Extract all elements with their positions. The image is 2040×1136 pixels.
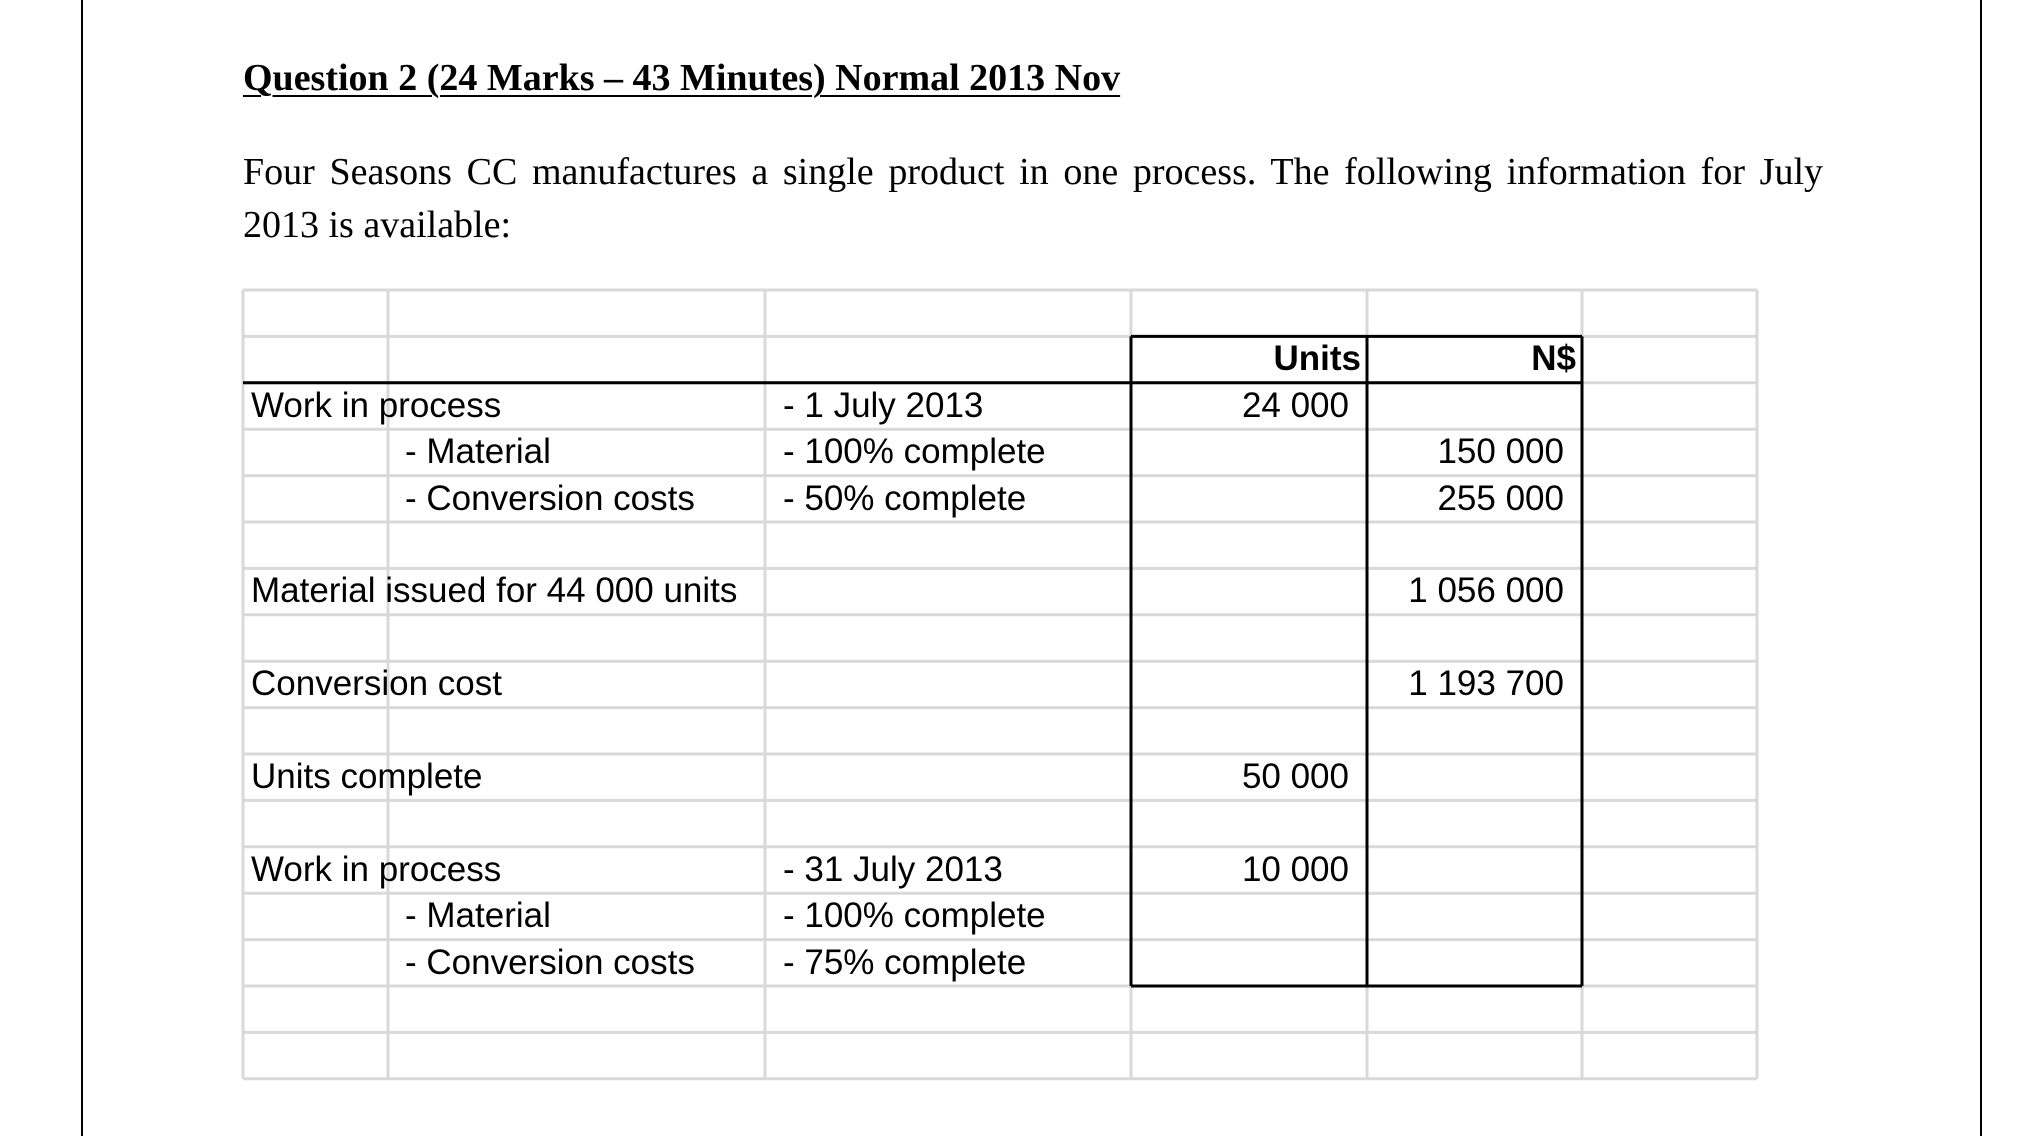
row-label: Work in process xyxy=(251,849,502,889)
row-label: Units complete xyxy=(251,757,483,796)
row-detail: - 75% complete xyxy=(783,942,1027,982)
row-units: 10 000 xyxy=(1241,849,1349,889)
question-heading: Question 2 (24 Marks – 43 Minutes) Normal 2013 Nov xyxy=(243,57,1121,99)
row-detail: - 31 July 2013 xyxy=(783,849,1003,889)
row-sublabel: - Material xyxy=(405,432,551,472)
row-amount: 1 193 700 xyxy=(1408,664,1564,704)
question-intro: Four Seasons CC manufactures a single product in one process. The following information for July 2013 is available: xyxy=(243,151,1823,246)
row-amount: 255 000 xyxy=(1437,478,1564,518)
units-header: Units xyxy=(1273,339,1361,379)
row-detail: - 100% complete xyxy=(783,896,1046,936)
row-detail: - 1 July 2013 xyxy=(783,385,984,425)
row-units: 24 000 xyxy=(1241,385,1349,425)
row-detail: - 50% complete xyxy=(783,478,1027,518)
row-units: 50 000 xyxy=(1241,757,1349,796)
amount-header: N$ xyxy=(1531,339,1576,379)
row-label: Conversion cost xyxy=(251,664,502,704)
row-detail: - 100% complete xyxy=(783,432,1046,472)
row-amount: 150 000 xyxy=(1437,432,1564,472)
row-sublabel: - Conversion costs xyxy=(405,942,695,982)
row-label: Material issued for 44 000 units xyxy=(251,571,738,611)
row-sublabel: - Material xyxy=(405,896,551,936)
row-label: Work in process xyxy=(251,385,502,425)
row-sublabel: - Conversion costs xyxy=(405,478,695,518)
row-amount: 1 056 000 xyxy=(1408,571,1564,611)
